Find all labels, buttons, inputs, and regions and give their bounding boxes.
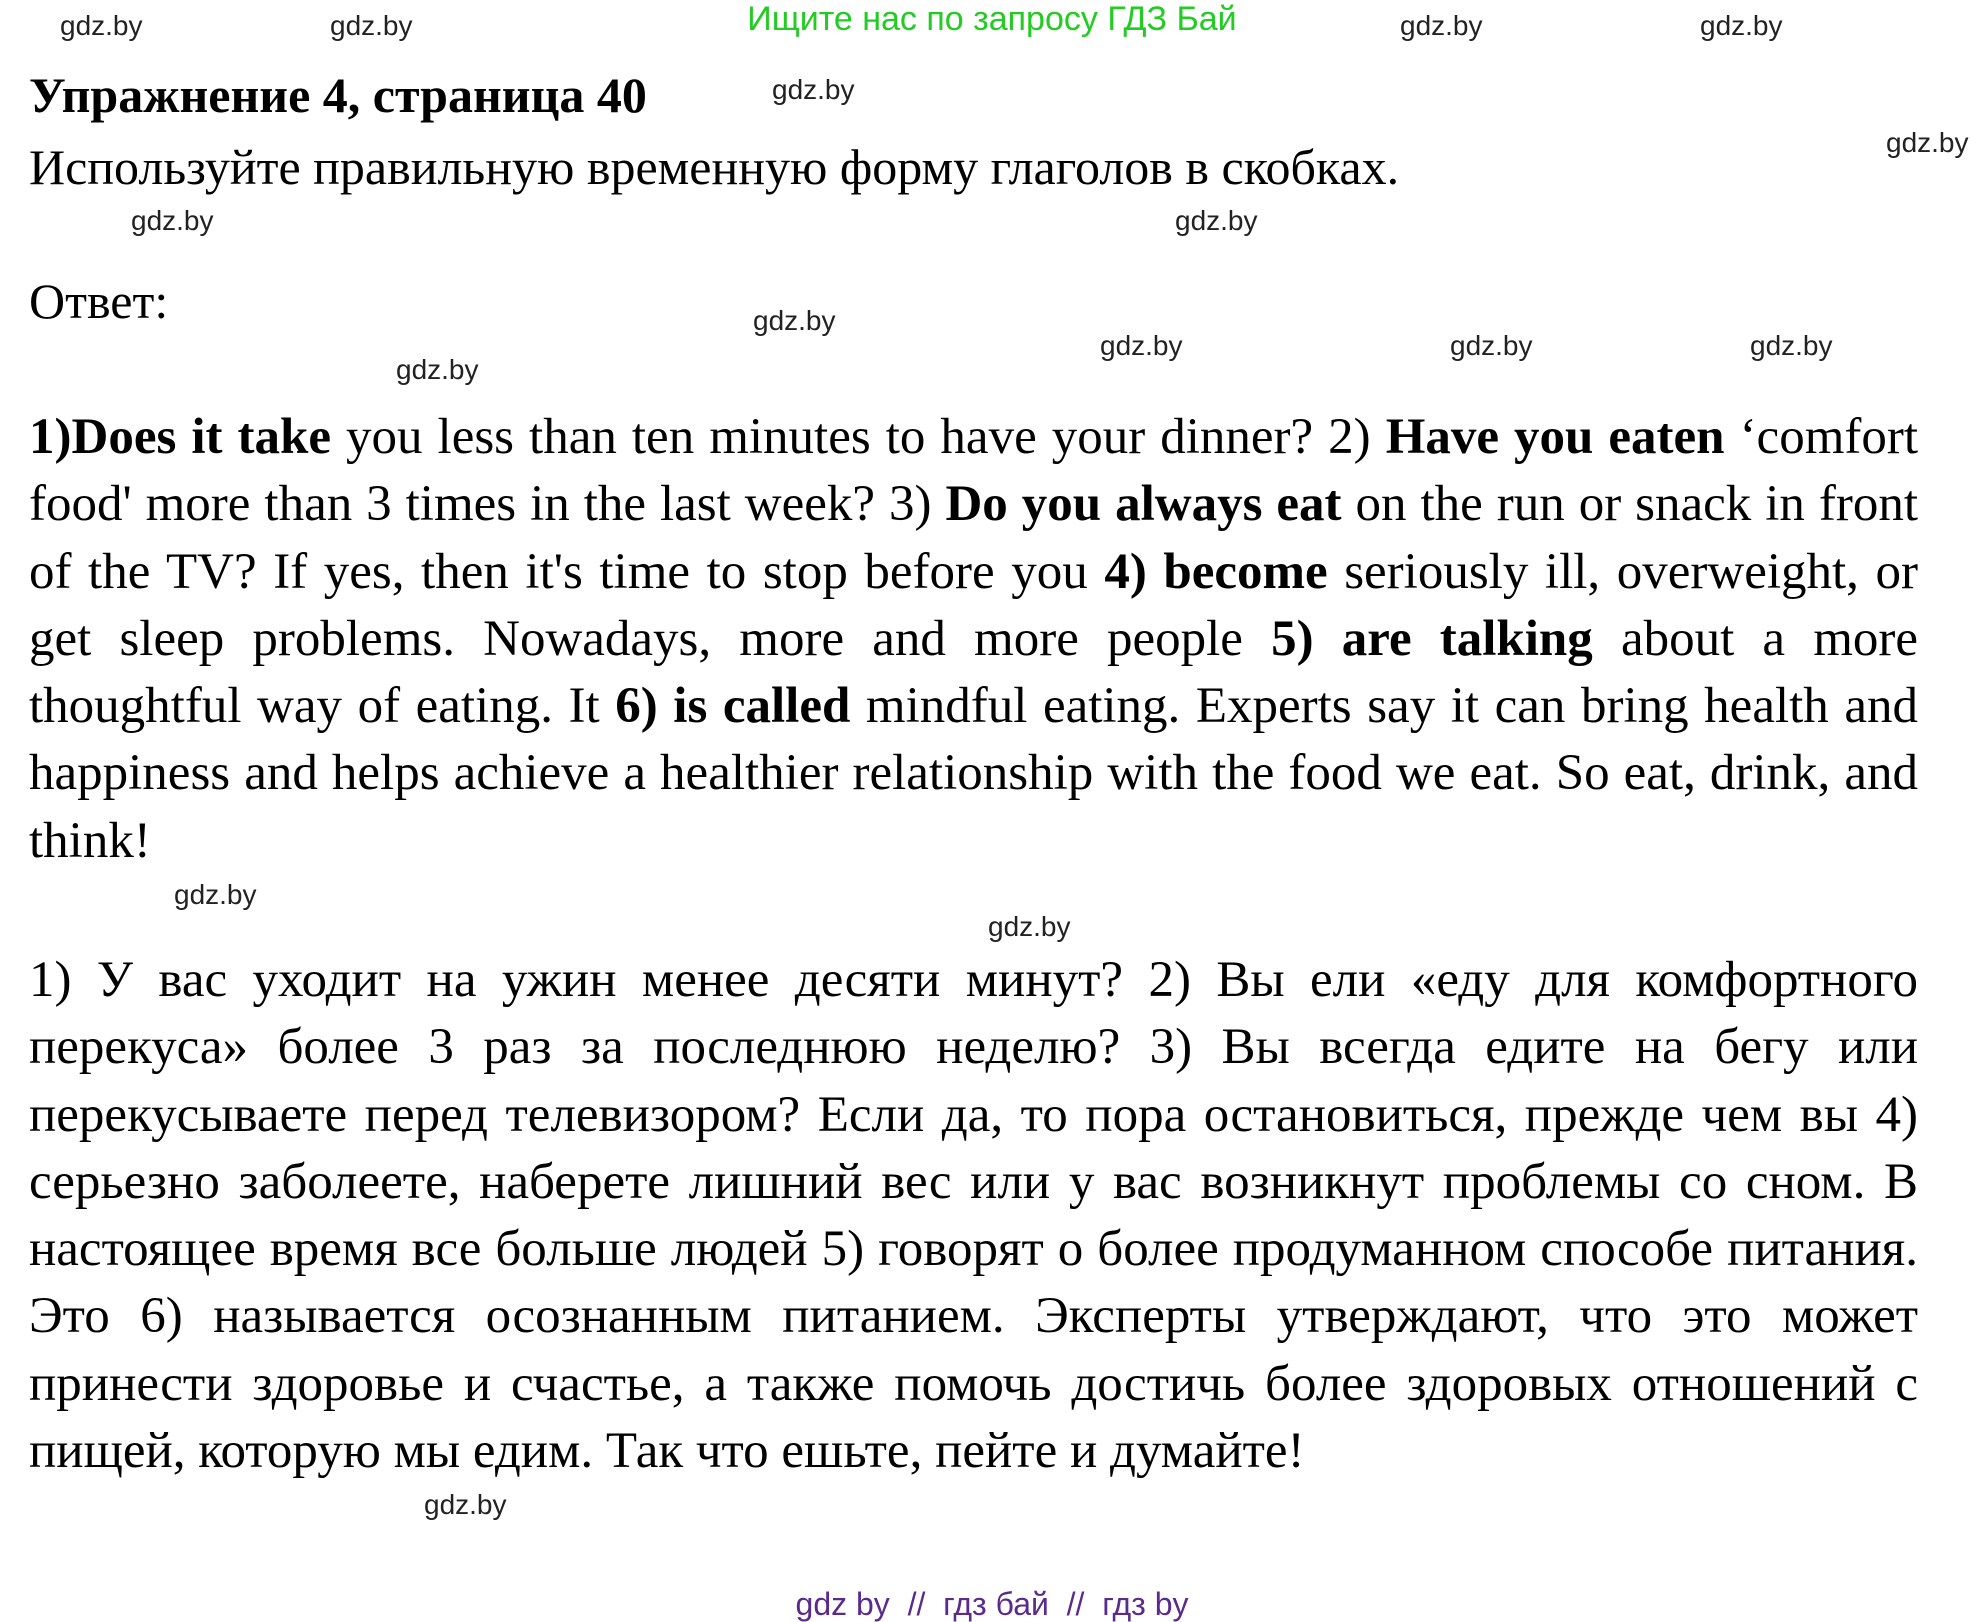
watermark: gdz.by: [174, 879, 257, 910]
answer-text: seriously ill, overweight, or get sleep problems. Nowadays, more and more people: [29, 543, 1918, 667]
answer-text: about a more thoughtful way of eating. It: [29, 610, 1918, 735]
answer-verb: 1)Does it take: [29, 409, 331, 465]
instruction: Используйте правильную временную форму глаголов в скобках.: [29, 139, 1400, 195]
answer-verb: Do you always eat: [945, 476, 1342, 533]
russian-translation: 1) У вас уходит на ужин менее десяти минут? 2) Вы ели «еду для комфортного перекуса» более 3 раз за последнюю неделю? 3) Вы всегда едите на бегу или перекусываете перед телевизором? Если да, то пора остановиться, прежде чем вы 4) серьезно заболеете, наберете лишний вес или у вас возникнут проблемы со сном. В настоящее время все больше людей 5) говорят о более продуманном способе питания. Это 6) называется осознанным питанием. Эксперты утверждают, что это может принести здоровье и счастье, а также помочь достичь более здоровых отношений с пищей, которую мы едим. Так что ешьте, пейте и думайте!: [29, 952, 1918, 1480]
search-hint-link[interactable]: Ищите нас по запросу ГДЗ Бай: [747, 0, 1237, 38]
answer-text: ‘comfort food' more than 3 times in the last week? 3): [29, 409, 1918, 533]
answer-text: you less than ten minutes to have your dinner? 2): [330, 409, 1386, 465]
answer-verb: 6) is called: [615, 678, 851, 735]
watermark: gdz.by: [60, 10, 143, 41]
watermark: gdz.by: [988, 911, 1071, 942]
footer-links[interactable]: gdz by // гдз бай // гдз by: [795, 1586, 1189, 1622]
page-title: Упражнение 4, страница 40: [29, 67, 647, 123]
watermark: gdz.by: [1175, 205, 1258, 236]
watermark: gdz.by: [424, 1489, 507, 1520]
watermark: gdz.by: [772, 74, 855, 105]
watermark: gdz.by: [1886, 127, 1969, 158]
answer-verb: Have you eaten: [1385, 409, 1725, 465]
watermark: gdz.by: [131, 205, 214, 236]
answer-text: on the run or snack in front of the TV? If yes, then it's time to stop before you: [29, 476, 1918, 600]
watermark: gdz.by: [1400, 10, 1483, 41]
watermark: gdz.by: [1750, 330, 1833, 361]
watermark: gdz.by: [1100, 330, 1183, 361]
english-answer: [29, 404, 1918, 875]
watermark: gdz.by: [330, 10, 413, 41]
watermark: gdz.by: [753, 305, 836, 336]
answer-label: Ответ:: [29, 273, 169, 329]
answer-text: mindful eating. Experts say it can bring health and happiness and helps achieve a healthier relationship with the food we eat. So eat, drink, and think!: [29, 678, 1918, 869]
watermark: gdz.by: [396, 354, 479, 385]
watermark: gdz.by: [1700, 10, 1783, 41]
answer-verb: 4) become: [1104, 543, 1328, 600]
answer-verb: 5) are talking: [1271, 610, 1593, 667]
watermark: gdz.by: [1450, 330, 1533, 361]
